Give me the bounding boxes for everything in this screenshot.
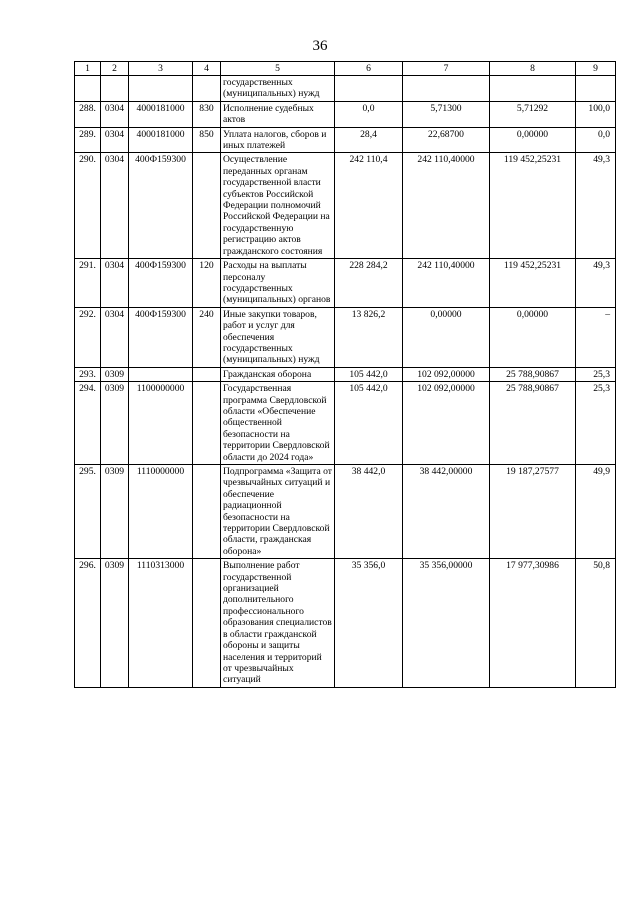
execution-percent-cell: –: [576, 307, 616, 367]
row-number-cell: 288.: [75, 101, 101, 127]
executed-amount-cell: 19 187,27577: [490, 465, 576, 559]
header-cell: 8: [490, 62, 576, 76]
section-code-cell: 0304: [101, 153, 129, 259]
table-row: [75, 559, 616, 687]
executed-amount-cell: 119 452,25231: [490, 153, 576, 259]
execution-percent-cell: 25,3: [576, 367, 616, 381]
page-number: 36: [312, 38, 328, 54]
planned-amount-cell: 38 442,00000: [403, 465, 490, 559]
approved-amount-cell: 38 442,0: [335, 465, 403, 559]
expense-type-cell: 120: [193, 259, 221, 308]
approved-amount-cell: 228 284,2: [335, 259, 403, 308]
planned-amount-cell: 102 092,00000: [403, 382, 490, 465]
header-cell: 2: [101, 62, 129, 76]
table-row: [75, 382, 616, 465]
executed-amount-cell: 17 977,30986: [490, 559, 576, 687]
approved-amount-cell: [335, 76, 403, 102]
row-number-cell: 294.: [75, 382, 101, 465]
row-number-cell: 291.: [75, 259, 101, 308]
target-article-cell: 1110313000: [129, 559, 193, 687]
table-row: [75, 465, 616, 559]
item-name-cell: Государственная программа Свердловской области «Обеспечение общественной безопасности на территории Свердловской области до 2024 года»: [221, 382, 335, 465]
header-cell: 1: [75, 62, 101, 76]
executed-amount-cell: 119 452,25231: [490, 259, 576, 308]
row-number-cell: 295.: [75, 465, 101, 559]
section-code-cell: 0309: [101, 559, 129, 687]
expense-type-cell: 850: [193, 127, 221, 153]
target-article-cell: 400Ф159300: [129, 153, 193, 259]
expense-type-cell: [193, 76, 221, 102]
executed-amount-cell: 25 788,90867: [490, 382, 576, 465]
execution-percent-cell: 49,3: [576, 259, 616, 308]
approved-amount-cell: 105 442,0: [335, 382, 403, 465]
table-row: [75, 259, 616, 308]
approved-amount-cell: 28,4: [335, 127, 403, 153]
planned-amount-cell: 242 110,40000: [403, 153, 490, 259]
execution-percent-cell: 49,9: [576, 465, 616, 559]
execution-percent-cell: 49,3: [576, 153, 616, 259]
executed-amount-cell: [490, 76, 576, 102]
planned-amount-cell: 242 110,40000: [403, 259, 490, 308]
item-name-cell: Исполнение судебных актов: [221, 101, 335, 127]
table-body: [75, 76, 616, 688]
approved-amount-cell: 0,0: [335, 101, 403, 127]
section-code-cell: 0304: [101, 259, 129, 308]
expense-type-cell: [193, 465, 221, 559]
planned-amount-cell: 35 356,00000: [403, 559, 490, 687]
target-article-cell: 4000181000: [129, 127, 193, 153]
planned-amount-cell: 0,00000: [403, 307, 490, 367]
approved-amount-cell: 13 826,2: [335, 307, 403, 367]
header-row: [75, 62, 616, 76]
section-code-cell: 0309: [101, 465, 129, 559]
expense-type-cell: [193, 367, 221, 381]
target-article-cell: 1110000000: [129, 465, 193, 559]
planned-amount-cell: [403, 76, 490, 102]
header-cell: 7: [403, 62, 490, 76]
header-cell: 9: [576, 62, 616, 76]
item-name-cell: государственных (муниципальных) нужд: [221, 76, 335, 102]
row-number-cell: 296.: [75, 559, 101, 687]
expense-type-cell: 240: [193, 307, 221, 367]
target-article-cell: 4000181000: [129, 101, 193, 127]
planned-amount-cell: 102 092,00000: [403, 367, 490, 381]
item-name-cell: Выполнение работ государственной организацией дополнительного профессионального образования специалистов в области гражданской обороны и защиты населения и территорий от чрезвычайных ситуаций: [221, 559, 335, 687]
target-article-cell: [129, 367, 193, 381]
header-cell: 4: [193, 62, 221, 76]
expense-type-cell: 830: [193, 101, 221, 127]
section-code-cell: [101, 76, 129, 102]
row-number-cell: 292.: [75, 307, 101, 367]
target-article-cell: 400Ф159300: [129, 259, 193, 308]
planned-amount-cell: 5,71300: [403, 101, 490, 127]
table-row: [75, 127, 616, 153]
row-number-cell: 290.: [75, 153, 101, 259]
execution-percent-cell: 50,8: [576, 559, 616, 687]
section-code-cell: 0309: [101, 382, 129, 465]
section-code-cell: 0304: [101, 307, 129, 367]
item-name-cell: Осуществление переданных органам государственной власти субъектов Российской Федерации полномочий Российской Федерации на государственную регистрацию актов гражданского состояния: [221, 153, 335, 259]
expense-type-cell: [193, 559, 221, 687]
item-name-cell: Подпрограмма «Защита от чрезвычайных ситуаций и обеспечение радиационной безопасности на территории Свердловской области, гражданская оборона»: [221, 465, 335, 559]
executed-amount-cell: 5,71292: [490, 101, 576, 127]
section-code-cell: 0304: [101, 101, 129, 127]
approved-amount-cell: 242 110,4: [335, 153, 403, 259]
table-row: [75, 307, 616, 367]
execution-percent-cell: [576, 76, 616, 102]
target-article-cell: 1100000000: [129, 382, 193, 465]
execution-percent-cell: 25,3: [576, 382, 616, 465]
header-cell: 5: [221, 62, 335, 76]
row-number-cell: 293.: [75, 367, 101, 381]
header-cell: 6: [335, 62, 403, 76]
approved-amount-cell: 105 442,0: [335, 367, 403, 381]
header-cell: 3: [129, 62, 193, 76]
execution-percent-cell: 100,0: [576, 101, 616, 127]
item-name-cell: Уплата налогов, сборов и иных платежей: [221, 127, 335, 153]
budget-table: [74, 61, 616, 688]
table-row: [75, 76, 616, 102]
approved-amount-cell: 35 356,0: [335, 559, 403, 687]
row-number-cell: 289.: [75, 127, 101, 153]
target-article-cell: [129, 76, 193, 102]
target-article-cell: 400Ф159300: [129, 307, 193, 367]
executed-amount-cell: 25 788,90867: [490, 367, 576, 381]
item-name-cell: Гражданская оборона: [221, 367, 335, 381]
table-row: [75, 367, 616, 381]
execution-percent-cell: 0,0: [576, 127, 616, 153]
executed-amount-cell: 0,00000: [490, 127, 576, 153]
section-code-cell: 0309: [101, 367, 129, 381]
executed-amount-cell: 0,00000: [490, 307, 576, 367]
item-name-cell: Иные закупки товаров, работ и услуг для обеспечения государственных (муниципальных) нужд: [221, 307, 335, 367]
expense-type-cell: [193, 382, 221, 465]
item-name-cell: Расходы на выплаты персоналу государственных (муниципальных) органов: [221, 259, 335, 308]
planned-amount-cell: 22,68700: [403, 127, 490, 153]
row-number-cell: [75, 76, 101, 102]
table-row: [75, 101, 616, 127]
expense-type-cell: [193, 153, 221, 259]
section-code-cell: 0304: [101, 127, 129, 153]
table-row: [75, 153, 616, 259]
